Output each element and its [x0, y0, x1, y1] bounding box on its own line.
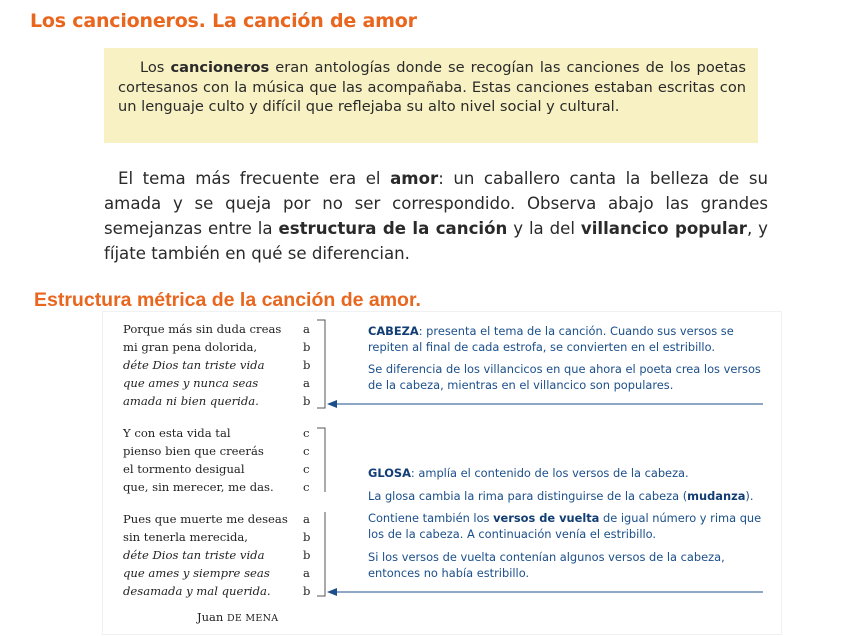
intro-box: [104, 48, 758, 143]
cabeza-arrow-head: [327, 400, 337, 408]
para-text-2: : un caballero canta la belleza de su amada y se queja por no ser correspondido. Observa abajo las grandes semejanzas entre la: [104, 169, 768, 238]
rhyme-letter: b: [303, 584, 311, 598]
rhyme-letter: b: [303, 340, 311, 354]
rhyme-letter: c: [303, 462, 310, 476]
verse-line: que, sin merecer, me das.: [123, 480, 274, 494]
theme-paragraph: [104, 166, 768, 266]
cabeza-term: CABEZA: [368, 324, 419, 338]
poem-panel: [103, 312, 781, 634]
glosa-rima-post: ).: [745, 489, 754, 503]
rhyme-letter: b: [303, 548, 311, 562]
verse-line: amada ni bien querida.: [123, 394, 259, 408]
glosa-rima-pre: La glosa cambia la rima para distinguirse de la cabeza (: [368, 489, 688, 503]
rhyme-letter: b: [303, 530, 311, 544]
rhyme-letter: c: [303, 426, 310, 440]
author-first-name: Juan: [197, 610, 227, 624]
intro-before: Los: [140, 59, 171, 76]
vuelta-post: de igual número y rima que los de la cabeza. A continuación venía el estribillo.: [368, 511, 762, 541]
rhyme-letter: a: [303, 376, 310, 390]
intro-bold-term: cancioneros: [170, 59, 270, 76]
glosa-term: GLOSA: [368, 466, 411, 480]
vuelta-pre: Contiene también los: [368, 511, 494, 525]
verse-line: que ames y siempre seas: [123, 566, 270, 580]
verse-line: que ames y nunca seas: [123, 376, 259, 390]
note-vuelta: [368, 511, 768, 542]
rhyme-letter: b: [303, 394, 311, 408]
page-title: Los cancioneros. La canción de amor: [30, 10, 417, 32]
cabeza-text: : presenta el tema de la canción. Cuando sus versos se repiten al final de cada estrofa, se convierten en el estribillo.: [368, 324, 734, 354]
note-cabeza-diff: Se diferencia de los villancicos en que ahora el poeta crea los versos de la cabeza, mientras en el villancico son populares.: [368, 362, 761, 392]
vuelta-bold: versos de vuelta: [493, 511, 600, 525]
rhyme-letter: a: [303, 512, 310, 526]
para-bold-1: amor: [390, 169, 439, 188]
rhyme-letter: c: [303, 480, 310, 494]
verse-line: Porque más sin duda creas: [123, 322, 282, 336]
glosa-rima-bold: mudanza: [687, 489, 746, 503]
verse-line: pienso bien que creerás: [123, 444, 264, 458]
verse-line: el tormento desigual: [123, 462, 245, 476]
note-cabeza: [368, 324, 768, 355]
para-text-1: El tema más frecuente era el: [118, 169, 391, 188]
verse-line: Pues que muerte me deseas: [123, 512, 288, 526]
intro-after: eran antologías donde se recogían las canciones de los poetas cortesanos con la música que las acompañaba. Estas canciones estaban escritas con un lenguaje culto y difícil que reflejaba su alto nivel social y cultural.: [118, 59, 746, 116]
para-bold-3: villancico popular: [580, 219, 747, 238]
cabeza-bracket: [317, 320, 325, 408]
glosa-bracket: [317, 428, 325, 492]
verse-line: desamada y mal querida.: [123, 584, 271, 598]
note-glosa: [368, 466, 768, 482]
glosa-text: : amplía el contenido de los versos de la cabeza.: [410, 466, 689, 480]
note-estribillo: Si los versos de vuelta contenían algunos versos de la cabeza, entonces no había estribillo.: [368, 550, 725, 580]
verse-line: déte Dios tan triste vida: [123, 548, 265, 562]
verse-line: sin tenerla merecida,: [123, 530, 248, 544]
verse-line: mi gran pena dolorida,: [123, 340, 258, 354]
vuelta-bracket: [317, 512, 325, 596]
para-text-4: , y fíjate también en qué se diferencian.: [104, 219, 768, 263]
section-title: Estructura métrica de la canción de amor.: [34, 289, 421, 311]
note-glosa-rima: [368, 489, 778, 505]
verse-line: déte Dios tan triste vida: [123, 358, 265, 372]
para-bold-2: estructura de la canción: [278, 219, 508, 238]
vuelta-arrow-head: [327, 588, 337, 596]
author-last-name: DE MENA: [226, 613, 279, 624]
rhyme-letter: a: [303, 566, 310, 580]
verse-line: Y con esta vida tal: [123, 426, 231, 440]
rhyme-letter: a: [303, 322, 310, 336]
rhyme-letter: b: [303, 358, 311, 372]
para-text-3: y la del: [507, 219, 581, 238]
rhyme-letter: c: [303, 444, 310, 458]
